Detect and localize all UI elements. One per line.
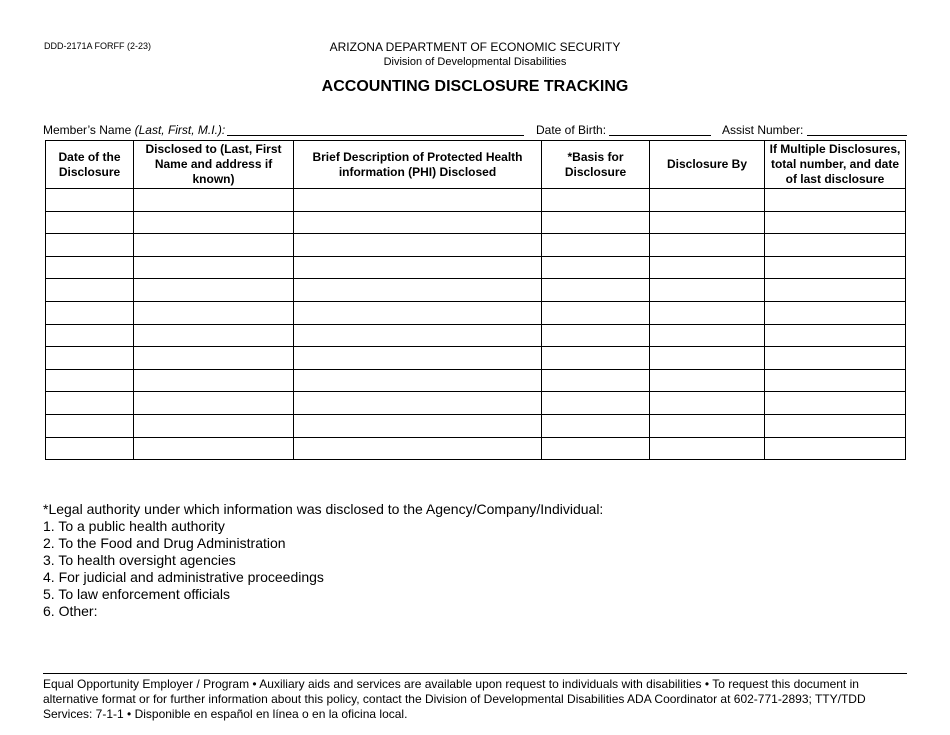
table-cell[interactable]	[650, 189, 765, 212]
table-cell[interactable]	[542, 279, 650, 302]
table-cell[interactable]	[46, 414, 134, 437]
table-cell[interactable]	[134, 324, 294, 347]
table-cell[interactable]	[542, 189, 650, 212]
table-cell[interactable]	[294, 211, 542, 234]
table-cell[interactable]	[134, 414, 294, 437]
table-row	[46, 414, 906, 437]
table-cell[interactable]	[294, 414, 542, 437]
footer-notice: Equal Opportunity Employer / Program • Auxiliary aids and services are available upon request to individuals with disabilities • To request this document in alternative format or for further information about this policy, contact the Division of Developmental Disabilities ADA Coordinator at 602-771-2893; TTY/TDD Services: 7-1-1 • Disponible en español en línea o en la oficina local.	[43, 677, 866, 721]
table-cell[interactable]	[134, 234, 294, 257]
table-cell[interactable]	[134, 256, 294, 279]
legal-authority-section	[43, 501, 603, 620]
list-item: 1. To a public health authority	[43, 518, 225, 534]
table-cell[interactable]	[650, 301, 765, 324]
list-item: 3. To health oversight agencies	[43, 552, 236, 568]
table-row	[46, 324, 906, 347]
member-name-input[interactable]	[227, 135, 524, 136]
table-cell[interactable]	[765, 256, 906, 279]
table-cell[interactable]	[294, 369, 542, 392]
table-body	[46, 189, 906, 460]
list-item: 4. For judicial and administrative proceedings	[43, 569, 324, 585]
table-cell[interactable]	[542, 347, 650, 370]
table-cell[interactable]	[542, 256, 650, 279]
table-cell[interactable]	[294, 256, 542, 279]
table-cell[interactable]	[294, 234, 542, 257]
table-cell[interactable]	[765, 324, 906, 347]
form-title: ACCOUNTING DISCLOSURE TRACKING	[321, 78, 629, 95]
table-cell[interactable]	[46, 211, 134, 234]
table-cell[interactable]	[765, 279, 906, 302]
table-cell[interactable]	[46, 392, 134, 415]
table-cell[interactable]	[46, 234, 134, 257]
table-cell[interactable]	[542, 437, 650, 460]
division-name: Division of Developmental Disabilities	[383, 56, 567, 68]
table-cell[interactable]	[542, 392, 650, 415]
member-info-fields	[43, 123, 907, 137]
table-cell[interactable]	[765, 392, 906, 415]
table-cell[interactable]	[294, 347, 542, 370]
table-cell[interactable]	[765, 211, 906, 234]
assist-number-input[interactable]	[807, 135, 907, 136]
legal-authority-heading: *Legal authority under which information was disclosed to the Agency/Company/Individual:	[43, 501, 604, 517]
table-cell[interactable]	[765, 369, 906, 392]
column-header: Date of the Disclosure	[46, 141, 134, 189]
table-row	[46, 189, 906, 212]
table-cell[interactable]	[134, 392, 294, 415]
table-cell[interactable]	[134, 347, 294, 370]
table-cell[interactable]	[46, 437, 134, 460]
list-item: 5. To law enforcement officials	[43, 586, 231, 602]
table-cell[interactable]	[294, 279, 542, 302]
table-cell[interactable]	[46, 256, 134, 279]
member-name-hint: (Last, First, M.I.):	[134, 123, 226, 137]
column-header: Brief Description of Protected Health information (PHI) Disclosed	[294, 141, 542, 189]
table-cell[interactable]	[294, 324, 542, 347]
table-row	[46, 279, 906, 302]
table-cell[interactable]	[134, 369, 294, 392]
table-cell[interactable]	[542, 301, 650, 324]
table-cell[interactable]	[46, 189, 134, 212]
table-cell[interactable]	[650, 256, 765, 279]
column-header: *Basis for Disclosure	[542, 141, 650, 189]
table-cell[interactable]	[765, 437, 906, 460]
table-cell[interactable]	[542, 211, 650, 234]
table-cell[interactable]	[46, 324, 134, 347]
table-row	[46, 437, 906, 460]
table-cell[interactable]	[542, 369, 650, 392]
table-cell[interactable]	[134, 437, 294, 460]
table-header-row	[46, 141, 906, 189]
disclosure-table	[45, 140, 906, 460]
table-cell[interactable]	[46, 347, 134, 370]
dob-input[interactable]	[609, 135, 711, 136]
dob-label: Date of Birth:	[536, 123, 607, 137]
form-id: DDD-2171A FORFF (2-23)	[44, 41, 152, 51]
table-cell[interactable]	[46, 301, 134, 324]
table-cell[interactable]	[765, 347, 906, 370]
footer-divider	[43, 673, 907, 674]
list-item: 2. To the Food and Drug Administration	[43, 535, 286, 551]
table-cell[interactable]	[542, 324, 650, 347]
table-cell[interactable]	[294, 189, 542, 212]
member-name-label	[43, 123, 225, 137]
agency-name: ARIZONA DEPARTMENT OF ECONOMIC SECURITY	[329, 40, 621, 54]
table-cell[interactable]	[650, 369, 765, 392]
table-cell[interactable]	[650, 279, 765, 302]
column-header: If Multiple Disclosures, total number, and date of last disclosure	[765, 141, 906, 189]
table-cell[interactable]	[765, 301, 906, 324]
table-cell[interactable]	[294, 437, 542, 460]
table-cell[interactable]	[650, 392, 765, 415]
table-row	[46, 256, 906, 279]
column-header: Disclosure By	[650, 141, 765, 189]
table-cell[interactable]	[650, 211, 765, 234]
table-cell[interactable]	[134, 301, 294, 324]
table-cell[interactable]	[46, 369, 134, 392]
table-row	[46, 369, 906, 392]
legal-authority-list	[43, 518, 603, 620]
column-header: Disclosed to (Last, First Name and address if known)	[134, 141, 294, 189]
member-name-label-text: Member’s Name	[43, 123, 135, 137]
table-cell[interactable]	[650, 324, 765, 347]
table-cell[interactable]	[134, 211, 294, 234]
table-cell[interactable]	[294, 392, 542, 415]
table-row	[46, 392, 906, 415]
table-cell[interactable]	[765, 234, 906, 257]
table-cell[interactable]	[650, 437, 765, 460]
list-item: 6. Other:	[43, 603, 98, 619]
table-cell[interactable]	[294, 301, 542, 324]
table-cell[interactable]	[765, 189, 906, 212]
table-cell[interactable]	[134, 189, 294, 212]
table-cell[interactable]	[134, 279, 294, 302]
table-cell[interactable]	[46, 279, 134, 302]
table-cell[interactable]	[650, 414, 765, 437]
assist-number-label: Assist Number:	[722, 123, 804, 137]
table-cell[interactable]	[765, 414, 906, 437]
table-cell[interactable]	[542, 234, 650, 257]
table-cell[interactable]	[650, 234, 765, 257]
table-row	[46, 234, 906, 257]
table-row	[46, 301, 906, 324]
table-row	[46, 347, 906, 370]
table-cell[interactable]	[650, 347, 765, 370]
table-cell[interactable]	[542, 414, 650, 437]
table-row	[46, 211, 906, 234]
